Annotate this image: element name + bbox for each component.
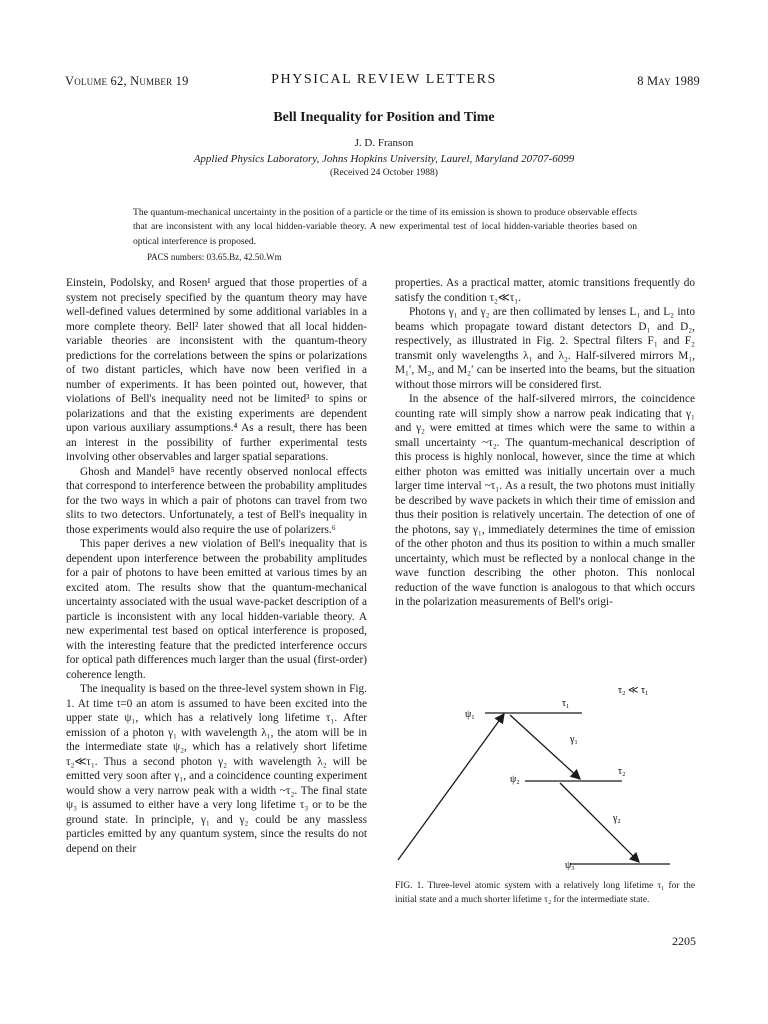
issue-date: 8 May 1989 xyxy=(637,74,700,88)
paragraph: Einstein, Podolsky, and Rosen¹ argued that those properties of a system not precisely specified by the quantum theory may have well-defined values determined by some additional variables in a more complete theory. Bell² later showed that all local hidden-variable theories are inconsistent with the quantum-theory predictions for the correlations between the spins or polarizations of two distant particles, which have now been verified in a number of experiments. It has been pointed out, however, that violations of Bell's inequality need not be limited³ to spins or polarizations and that the existing experiments are dependent upon various auxiliary assumptions.⁴ As a result, there has been an interest in the possibility of further experimental tests involving other observables and larger spatial separations. xyxy=(66,277,367,463)
figure-caption: FIG. 1. Three-level atomic system with a relatively long lifetime τ₁ for the initial state and a much shorter lifetime τ₂ for the intermediate state. xyxy=(395,881,695,905)
gamma2-label: γ₂ xyxy=(613,813,621,824)
page-number: 2205 xyxy=(672,934,696,948)
gamma1-transition xyxy=(510,715,580,779)
condition-label: τ₂ ≪ τ₁ xyxy=(618,685,649,696)
abstract: The quantum-mechanical uncertainty in the position of a particle or the time of its emission is shown to produce observable effects that are inconsistent with any local hidden-variable theory. A new experimental test of local hidden-variable theories based on optical interference is proposed. xyxy=(133,207,637,247)
gamma1-label: γ₁ xyxy=(570,734,578,745)
paragraph: This paper derives a new violation of Bell's inequality that is dependent upon interference between the probability amplitudes for a pair of photons to have been emitted at various times by an excited atom. The results show that the quantum-mechanical uncertainty associated with the usual wave-packet description of a particle is inconsistent with any local hidden-variable theory. A new experimental test based on optical interference is proposed, with the interesting feature that the predicted interference occurs for optical path differences much larger than the usual (first-order) coherence length. xyxy=(66,538,367,681)
psi3-label: ψ₃ xyxy=(565,860,575,871)
author: J. D. Franson xyxy=(354,137,414,149)
left-column xyxy=(66,276,367,856)
pacs-numbers: PACS numbers: 03.65.Bz, 42.50.Wm xyxy=(147,252,282,262)
excitation-arrow xyxy=(398,714,504,860)
received-date: (Received 24 October 1988) xyxy=(330,168,438,178)
gamma2-transition xyxy=(560,783,639,862)
volume-number: Volume 62, Number 19 xyxy=(65,74,189,88)
paragraph: In the absence of the half-silvered mirrors, the coincidence counting rate will simply show a narrow peak indicating that γ₁ and γ₂ were emitted at times which were the same to within a small uncertainty ~τ₂. The quantum-mechanical description of this process is highly nonlocal, however, since the time at which either photon was emitted was initially uncertain over a much larger time interval ~τ₁. As a result, the two photons must initially be described by wave packets in which their time of emission and thus their position is relatively uncertain. The detection of one of the photons, say γ₁, immediately determines the time of emission of the other photon and thus its position to within a much smaller uncertainty, which must be reflected by a nonlocal change in the wave function describing the other photon. This nonlocal reduction of the wave function is analogous to that which occurs in the polarization measurements of Bell's origi- xyxy=(395,393,695,608)
journal-name: PHYSICAL REVIEW LETTERS xyxy=(271,72,497,87)
right-column xyxy=(395,276,695,610)
affiliation: Applied Physics Laboratory, Johns Hopkins University, Laurel, Maryland 20707-6099 xyxy=(193,153,575,165)
paragraph: properties. As a practical matter, atomic transitions frequently do satisfy the condition τ₂≪τ₁. xyxy=(395,277,695,304)
paper-title: Bell Inequality for Position and Time xyxy=(273,110,495,125)
tau2-label: τ₂ xyxy=(618,766,626,777)
paragraph: The inequality is based on the three-level system shown in Fig. 1. At time t=0 an atom is assumed to have been excited into the upper state ψ₁, which has a relatively long lifetime τ₁. After emission of a photon γ₁ with wavelength λ₁, the atom will be in the intermediate state ψ₂, which has a relatively short lifetime τ₂≪τ₁. Thus a second photon γ₂ with wavelength λ₂ will be emitted very soon after γ₁, and a coincidence counting experiment would show a very narrow peak with a width ~τ₂. The final state ψ₃ is assumed to either have a very long lifetime τ₃ or to be the ground state. In principle, γ₁ and γ₂ could be any massless particles emitted by any quantum system, since the results do not depend on their xyxy=(66,683,367,855)
paragraph: Photons γ₁ and γ₂ are then collimated by lenses L₁ and L₂ into beams which propagate toward distant detectors D₁ and D₂, respectively, as illustrated in Fig. 2. Spectral filters F₁ and F₂ transmit only wavelengths λ₁ and λ₂. Half-silvered mirrors M₁, M₁′, M₂, and M₂′ can be inserted into the beams, but the situation without those mirrors will be considered first. xyxy=(395,306,695,391)
energy-level-diagram xyxy=(390,684,700,874)
paragraph: Ghosh and Mandel⁵ have recently observed nonlocal effects that correspond to interference between the probability amplitudes for the two ways in which a pair of photons can travel from two slits to two detectors. Unfortunately, a test of Bell's inequality in those experiments would also require the use of polarizers.⁶ xyxy=(66,465,367,536)
figure-1-energy-levels xyxy=(390,684,700,874)
psi1-label: ψ₁ xyxy=(465,709,475,720)
psi2-label: ψ₂ xyxy=(510,774,520,785)
tau1-label: τ₁ xyxy=(562,698,570,709)
